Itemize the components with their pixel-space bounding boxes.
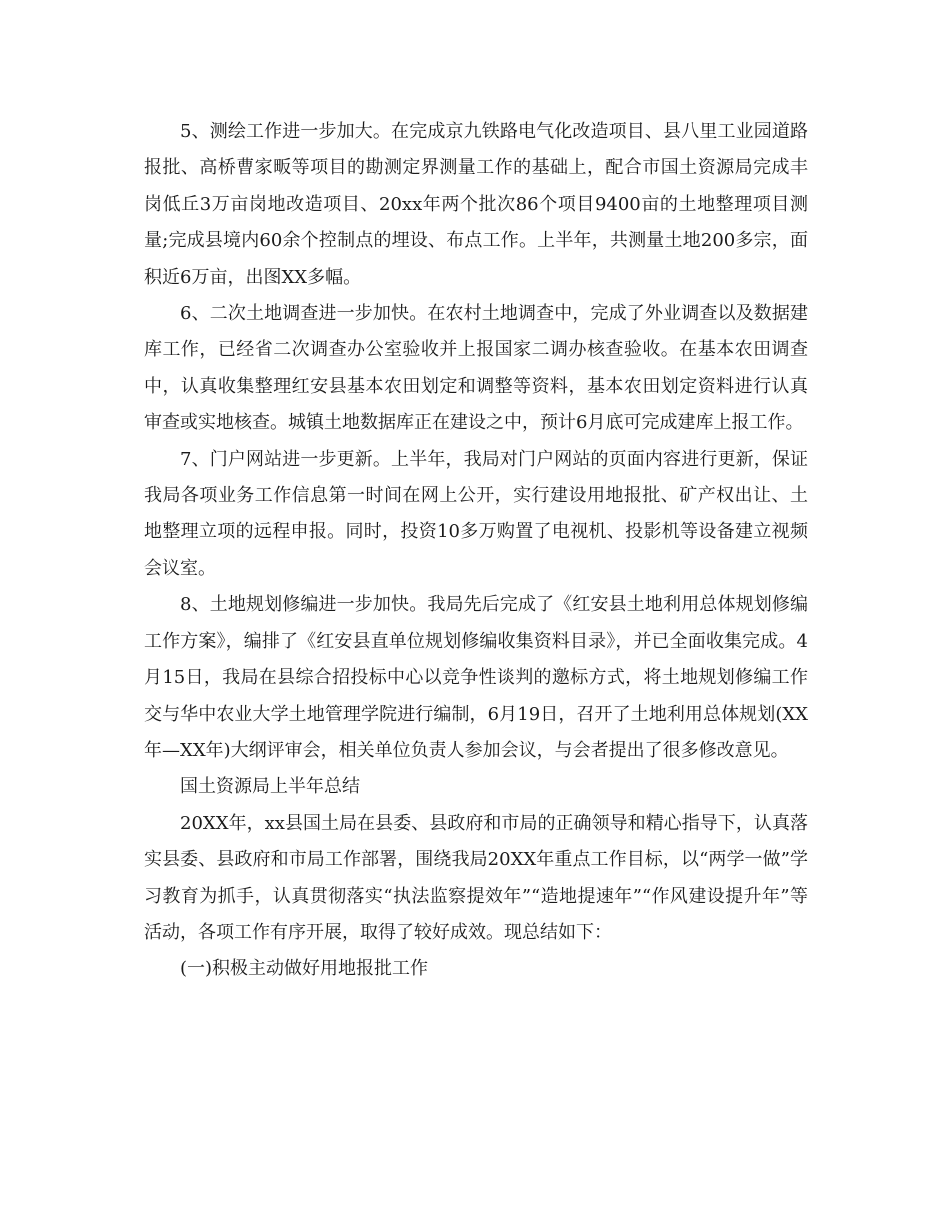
paragraph-land-planning: 8、土地规划修编进一步加快。我局先后完成了《红安县土地利用总体规划修编工作方案》，编排了《红安县直单位规划修编收集资料目录》，并已全面收集完成。4月15日，我局在县综合招投标中心以竞争性谈判的邀标方式，将土地规划修编工作交与华中农业大学土地管理学院进行编制，6月19日，召开了土地利用总体规划(XX年—XX年)大纲评审会，相关单位负责人参加会议，与会者提出了很多修改意见。 xyxy=(144,594,808,761)
subsection-heading: (一)积极主动做好用地报批工作 xyxy=(180,958,429,980)
paragraph-website: 7、门户网站进一步更新。上半年，我局对门户网站的页面内容进行更新，保证我局各项业务工作信息第一时间在网上公开，实行建设用地报批、矿产权出让、土地整理立项的远程申报。同时，投资10多万购置了电视机、投影机等设备建立视频会议室。 xyxy=(144,448,808,579)
paragraph-surveying: 5、测绘工作进一步加大。在完成京九铁路电气化改造项目、县八里工业园道路报批、高桥曹家畈等项目的勘测定界测量工作的基础上，配合市国土资源局完成丰岗低丘3万亩岗地改造项目、20xx年两个批次86个项目9400亩的土地整理项目测量;完成县境内60余个控制点的埋设、布点工作。上半年，共测量土地200多宗，面积近6万亩，出图XX多幅。 xyxy=(144,121,808,288)
paragraph-land-survey: 6、二次土地调查进一步加快。在农村土地调查中，完成了外业调查以及数据建库工作，已经省二次调查办公室验收并上报国家二调办核查验收。在基本农田调查中，认真收集整理红安县基本农田划定和调整等资料，基本农田划定资料进行认真审查或实地核查。城镇土地数据库正在建设之中，预计6月底可完成建库上报工作。 xyxy=(144,303,808,434)
document-body xyxy=(144,114,808,988)
paragraph-summary-intro: 20XX年，xx县国土局在县委、县政府和市局的正确领导和精心指导下，认真落实县委、县政府和市局工作部署，围绕我局20XX年重点工作目标，以“两学一做”学习教育为抓手，认真贯彻落实“执法监察提效年”“造地提速年”“作风建设提升年”等活动，各项工作有序开展，取得了较好成效。现总结如下： xyxy=(144,812,808,943)
section-title: 国土资源局上半年总结 xyxy=(180,776,360,798)
